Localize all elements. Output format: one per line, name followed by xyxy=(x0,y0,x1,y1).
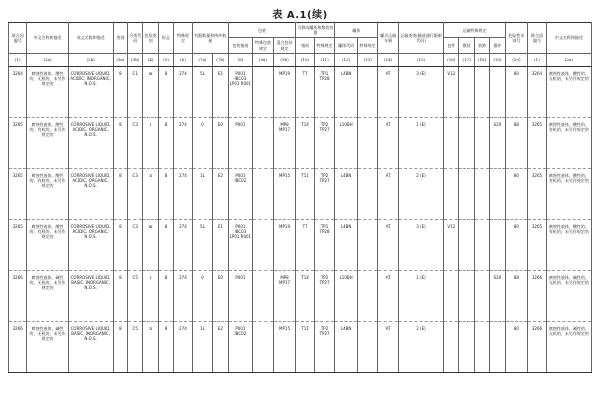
cell-special-provisions: 274 xyxy=(174,66,192,117)
cell-en-name: CORROSIVE LIQUID, ACIDIC, ORGANIC, N.O.S. xyxy=(68,117,113,168)
cell-hazard-id: 80 xyxy=(505,219,528,270)
header-mixed-packing: 混合包装规定 xyxy=(273,38,296,53)
column-number: (15) xyxy=(398,53,443,66)
cell-mixed-packing: MP19 xyxy=(273,219,296,270)
cell-special-packing xyxy=(253,219,274,270)
cell-vehicle: AT xyxy=(378,321,399,372)
column-number: (8) xyxy=(228,53,253,66)
cell-pt-instruction: T11 xyxy=(296,321,314,372)
cell-class-code: C5 xyxy=(128,270,143,321)
column-number: (1) xyxy=(9,53,27,66)
header-pt-instruction: 指南 xyxy=(296,38,314,53)
column-number: (12) xyxy=(335,53,358,66)
cell-sp-loading xyxy=(474,321,489,372)
cell-limited-quantity: 0 xyxy=(192,270,213,321)
cell-packing-instruction: P001 IBC03 LP01 R001 xyxy=(228,66,253,117)
dangerous-goods-table xyxy=(8,22,592,373)
cell-excepted-quantity: E2 xyxy=(213,321,228,372)
cell-hazard-id: 88 xyxy=(505,270,528,321)
cell-hazard-id: 80 xyxy=(505,66,528,117)
cell-mixed-packing: MP19 xyxy=(273,66,296,117)
header-limited-excepted: 有限数量和例外数量 xyxy=(192,23,228,54)
cell-packing-instruction: P001 xyxy=(228,117,253,168)
cell-packing-instruction: P001 IBC03 LP01 R001 xyxy=(228,219,253,270)
cell-en-name: CORROSIVE LIQUID, ACIDIC, ORGANIC, N.O.S. xyxy=(68,168,113,219)
column-number: (10) xyxy=(296,53,314,66)
cell-cn-name: 腐蚀性液体，碱性的，无机的，未另作规定的 xyxy=(27,321,68,372)
cell-class-code: C3 xyxy=(128,168,143,219)
cell-mixed-packing: MP15 xyxy=(273,168,296,219)
column-number: (7b) xyxy=(213,53,228,66)
cell-un-no: 3265 xyxy=(9,117,27,168)
cell-en-name: CORROSIVE LIQUID, BASIC, INORGANIC, N.O.S. xyxy=(68,321,113,372)
table-row xyxy=(9,117,592,168)
cell-packing-group: Ⅰ xyxy=(143,117,158,168)
cell-hazard-id: 80 xyxy=(505,321,528,372)
cell-cn-name: 腐蚀性液体，酸性的，有机的，未另作规定的 xyxy=(27,168,68,219)
column-number: (4) xyxy=(143,53,158,66)
cell-sp-operation xyxy=(490,321,505,372)
cell-sp-loading xyxy=(474,270,489,321)
cell-sp-packages xyxy=(444,321,459,372)
cell-packing-group: Ⅲ xyxy=(143,219,158,270)
table-body xyxy=(9,66,592,372)
cell-tank-special xyxy=(357,321,378,372)
header-hazard-id: 危险性识别号 xyxy=(505,23,528,54)
header-tank: 罐体 xyxy=(335,23,378,38)
cell-class: 8 xyxy=(113,219,127,270)
cell-hazard-id: 88 xyxy=(505,117,528,168)
cell-un-no-right: 3264 xyxy=(528,66,546,117)
header-special-provisions: 特殊规定 xyxy=(174,23,192,54)
cell-en-name: CORROSIVE LIQUID, ACIDIC, ORGANIC, N.O.S. xyxy=(68,219,113,270)
column-number: (17) xyxy=(459,53,474,66)
column-number: (20) xyxy=(505,53,528,66)
cell-sp-bulk xyxy=(459,168,474,219)
cell-transport-category: 2 (E) xyxy=(398,168,443,219)
cell-sp-packages: V12 xyxy=(444,66,459,117)
cell-special-provisions: 274 xyxy=(174,219,192,270)
cell-special-provisions: 274 xyxy=(174,321,192,372)
cell-pt-instruction: T14 xyxy=(296,117,314,168)
cell-excepted-quantity: E0 xyxy=(213,117,228,168)
cell-special-packing xyxy=(253,270,274,321)
cell-sp-bulk xyxy=(459,117,474,168)
header-tank-code: 罐体代码 xyxy=(335,38,358,53)
cell-class-code: C3 xyxy=(128,117,143,168)
cell-sp-bulk xyxy=(459,321,474,372)
cell-tank-special xyxy=(357,117,378,168)
header-vehicle: 罐式运输车辆 xyxy=(378,23,399,54)
cell-excepted-quantity: E1 xyxy=(213,219,228,270)
cell-class-code: C5 xyxy=(128,321,143,372)
table-title: 表 A.1(续) xyxy=(272,10,328,21)
cell-un-no: 3264 xyxy=(9,66,27,117)
cell-excepted-quantity: E0 xyxy=(213,270,228,321)
header-un-no: 联合国编号 xyxy=(9,23,27,54)
cell-cn-name-right: 腐蚀性液体，酸性的，有机的，未另作规定的 xyxy=(546,117,591,168)
cell-un-no-right: 3265 xyxy=(528,219,546,270)
cell-sp-packages: V12 xyxy=(444,219,459,270)
table-row xyxy=(9,219,592,270)
cell-vehicle: AT xyxy=(378,270,399,321)
cell-tank-code: L4BN xyxy=(335,321,358,372)
cell-en-name: CORROSIVE LIQUID, ACIDIC, INORGANIC, N.O.S. xyxy=(68,66,113,117)
cell-special-packing xyxy=(253,117,274,168)
cell-class: 8 xyxy=(113,321,127,372)
header-packing-group: 包装类别 xyxy=(143,23,158,54)
cell-tank-special xyxy=(357,168,378,219)
cell-vehicle: AT xyxy=(378,117,399,168)
cell-tank-code: L4BN xyxy=(335,168,358,219)
cell-transport-category: 1 (E) xyxy=(398,270,443,321)
cell-un-no-right: 3266 xyxy=(528,321,546,372)
table-row xyxy=(9,66,592,117)
cell-sp-operation xyxy=(490,168,505,219)
cell-vehicle: AT xyxy=(378,168,399,219)
column-number: (16) xyxy=(444,53,459,66)
cell-transport-category: 2 (E) xyxy=(398,321,443,372)
cell-class-code: C1 xyxy=(128,66,143,117)
cell-mixed-packing: MP8 MP17 xyxy=(273,270,296,321)
cell-special-provisions: 274 xyxy=(174,168,192,219)
column-number: (13) xyxy=(357,53,378,66)
cell-cn-name: 腐蚀性液体，碱性的，无机的，未另作规定的 xyxy=(27,270,68,321)
cell-tank-code: L10BH xyxy=(335,117,358,168)
column-number: (7a) xyxy=(192,53,213,66)
cell-class-code: C3 xyxy=(128,219,143,270)
cell-labels: 8 xyxy=(158,270,173,321)
column-number: (1) xyxy=(528,53,546,66)
header-class: 类别 xyxy=(113,23,127,54)
header-sp-operation: 操作 xyxy=(490,38,505,53)
cell-labels: 8 xyxy=(158,168,173,219)
cell-labels: 8 xyxy=(158,219,173,270)
cell-tank-special xyxy=(357,66,378,117)
column-number: (2a) xyxy=(27,53,68,66)
header-tank-special: 特殊规定 xyxy=(357,38,378,53)
cell-un-no: 3266 xyxy=(9,270,27,321)
table-row xyxy=(9,270,592,321)
cell-vehicle: AT xyxy=(378,219,399,270)
cell-class: 8 xyxy=(113,66,127,117)
cell-packing-instruction: P001 xyxy=(228,270,253,321)
cell-cn-name: 腐蚀性液体，酸性的，无机的，未另作规定的 xyxy=(27,66,68,117)
cell-un-no: 3265 xyxy=(9,168,27,219)
header-labels: 标志 xyxy=(158,23,173,54)
cell-transport-category: 3 (E) xyxy=(398,219,443,270)
cell-vehicle: AT xyxy=(378,66,399,117)
header-en-name: 英文名称和描述 xyxy=(68,23,113,54)
column-number: (14) xyxy=(378,53,399,66)
cell-mixed-packing: MP8 MP17 xyxy=(273,117,296,168)
column-number: (2a) xyxy=(546,53,591,66)
header-cn-name: 中文名称和描述 xyxy=(27,23,68,54)
cell-labels: 8 xyxy=(158,117,173,168)
header-sp-bulk: 散装 xyxy=(459,38,474,53)
cell-special-provisions: 274 xyxy=(174,117,192,168)
cell-un-no: 3266 xyxy=(9,321,27,372)
cell-limited-quantity: 5L xyxy=(192,66,213,117)
cell-pt-special: TP2 TP27 xyxy=(314,168,335,219)
cell-labels: 8 xyxy=(158,66,173,117)
cell-sp-loading xyxy=(474,117,489,168)
cell-sp-bulk xyxy=(459,66,474,117)
cell-un-no-right: 3265 xyxy=(528,117,546,168)
cell-sp-loading xyxy=(474,219,489,270)
column-number: (9a) xyxy=(253,53,274,66)
cell-sp-operation xyxy=(490,219,505,270)
column-number: (18) xyxy=(474,53,489,66)
cell-labels: 8 xyxy=(158,321,173,372)
header-portable-tanks: 可移动罐柜和散装容器 xyxy=(296,23,335,38)
cell-un-no: 3265 xyxy=(9,219,27,270)
cell-tank-code: L10BH xyxy=(335,270,358,321)
cell-en-name: CORROSIVE LIQUID, BASIC, INORGANIC, N.O.S. xyxy=(68,270,113,321)
cell-packing-group: Ⅱ xyxy=(143,321,158,372)
cell-transport-category: 1 (E) xyxy=(398,117,443,168)
cell-cn-name-right: 腐蚀性液体，碱性的，无机的，未另作规定的 xyxy=(546,321,591,372)
cell-special-packing xyxy=(253,66,274,117)
cell-tank-special xyxy=(357,270,378,321)
header-transport-special: 运输特殊规定 xyxy=(444,23,506,38)
header-un-no-right: 联合国编号 xyxy=(528,23,546,54)
cell-class: 8 xyxy=(113,168,127,219)
cell-sp-bulk xyxy=(459,270,474,321)
cell-excepted-quantity: E1 xyxy=(213,66,228,117)
cell-limited-quantity: 0 xyxy=(192,117,213,168)
table-row xyxy=(9,321,592,372)
header-transport-category: 运输类别(隧道通行限制代码) xyxy=(398,23,443,54)
cell-limited-quantity: 1L xyxy=(192,321,213,372)
cell-sp-packages xyxy=(444,168,459,219)
cell-limited-quantity: 1L xyxy=(192,168,213,219)
cell-packing-group: Ⅰ xyxy=(143,270,158,321)
cell-tank-code: L4BN xyxy=(335,66,358,117)
table-row xyxy=(9,168,592,219)
cell-packing-group: Ⅱ xyxy=(143,168,158,219)
header-special-packing: 特殊包装规定 xyxy=(253,38,274,53)
header-sp-packages: 包件 xyxy=(444,38,459,53)
column-number: (3a) xyxy=(113,53,127,66)
cell-pt-special: TP1 TP28 xyxy=(314,219,335,270)
cell-pt-instruction: T14 xyxy=(296,270,314,321)
header-sp-loading: 装卸 xyxy=(474,38,489,53)
cell-cn-name-right: 腐蚀性液体，碱性的，无机的，未另作规定的 xyxy=(546,270,591,321)
cell-packing-instruction: P001 IBC02 xyxy=(228,321,253,372)
cell-cn-name: 腐蚀性液体，酸性的，有机的，未另作规定的 xyxy=(27,219,68,270)
cell-pt-instruction: T7 xyxy=(296,66,314,117)
cell-special-packing xyxy=(253,321,274,372)
column-number: (3b) xyxy=(128,53,143,66)
column-number: (2b) xyxy=(68,53,113,66)
cell-packing-group: Ⅲ xyxy=(143,66,158,117)
cell-sp-bulk xyxy=(459,219,474,270)
cell-sp-packages xyxy=(444,270,459,321)
cell-un-no-right: 3266 xyxy=(528,270,546,321)
cell-mixed-packing: MP15 xyxy=(273,321,296,372)
cell-tank-special xyxy=(357,219,378,270)
column-number: (11) xyxy=(314,53,335,66)
cell-special-packing xyxy=(253,168,274,219)
cell-tank-code: L4BN xyxy=(335,219,358,270)
cell-packing-instruction: P001 IBC02 xyxy=(228,168,253,219)
header-class-code: 分类代码 xyxy=(128,23,143,54)
cell-cn-name-right: 腐蚀性液体，酸性的，无机的，未另作规定的 xyxy=(546,66,591,117)
cell-transport-category: 3 (E) xyxy=(398,66,443,117)
header-packing-instruction: 包装指南 xyxy=(228,38,253,53)
header-packaging: 包装 xyxy=(228,23,296,38)
cell-class: 8 xyxy=(113,270,127,321)
column-number: (5) xyxy=(158,53,173,66)
cell-pt-special: TP2 TP27 xyxy=(314,117,335,168)
cell-cn-name: 腐蚀性液体，酸性的，有机的，未另作规定的 xyxy=(27,117,68,168)
cell-un-no-right: 3265 xyxy=(528,168,546,219)
cell-class: 8 xyxy=(113,117,127,168)
cell-hazard-id: 80 xyxy=(505,168,528,219)
cell-sp-loading xyxy=(474,66,489,117)
column-number: (19) xyxy=(490,53,505,66)
cell-sp-operation: S20 xyxy=(490,270,505,321)
cell-sp-loading xyxy=(474,168,489,219)
column-number: (6) xyxy=(174,53,192,66)
cell-cn-name-right: 腐蚀性液体，酸性的，有机的，未另作规定的 xyxy=(546,168,591,219)
cell-cn-name-right: 腐蚀性液体，酸性的，有机的，未另作规定的 xyxy=(546,219,591,270)
header-cn-name-right: 中文名称和描述 xyxy=(546,23,591,54)
cell-pt-instruction: T11 xyxy=(296,168,314,219)
column-number: (9b) xyxy=(273,53,296,66)
cell-pt-instruction: T7 xyxy=(296,219,314,270)
cell-pt-special: TP2 TP27 xyxy=(314,270,335,321)
cell-special-provisions: 274 xyxy=(174,270,192,321)
cell-pt-special: TP2 TP27 xyxy=(314,321,335,372)
cell-sp-packages xyxy=(444,117,459,168)
cell-sp-operation xyxy=(490,66,505,117)
cell-limited-quantity: 5L xyxy=(192,219,213,270)
cell-pt-special: TP1 TP28 xyxy=(314,66,335,117)
cell-excepted-quantity: E2 xyxy=(213,168,228,219)
cell-sp-operation: S20 xyxy=(490,117,505,168)
header-pt-special: 特殊规定 xyxy=(314,38,335,53)
